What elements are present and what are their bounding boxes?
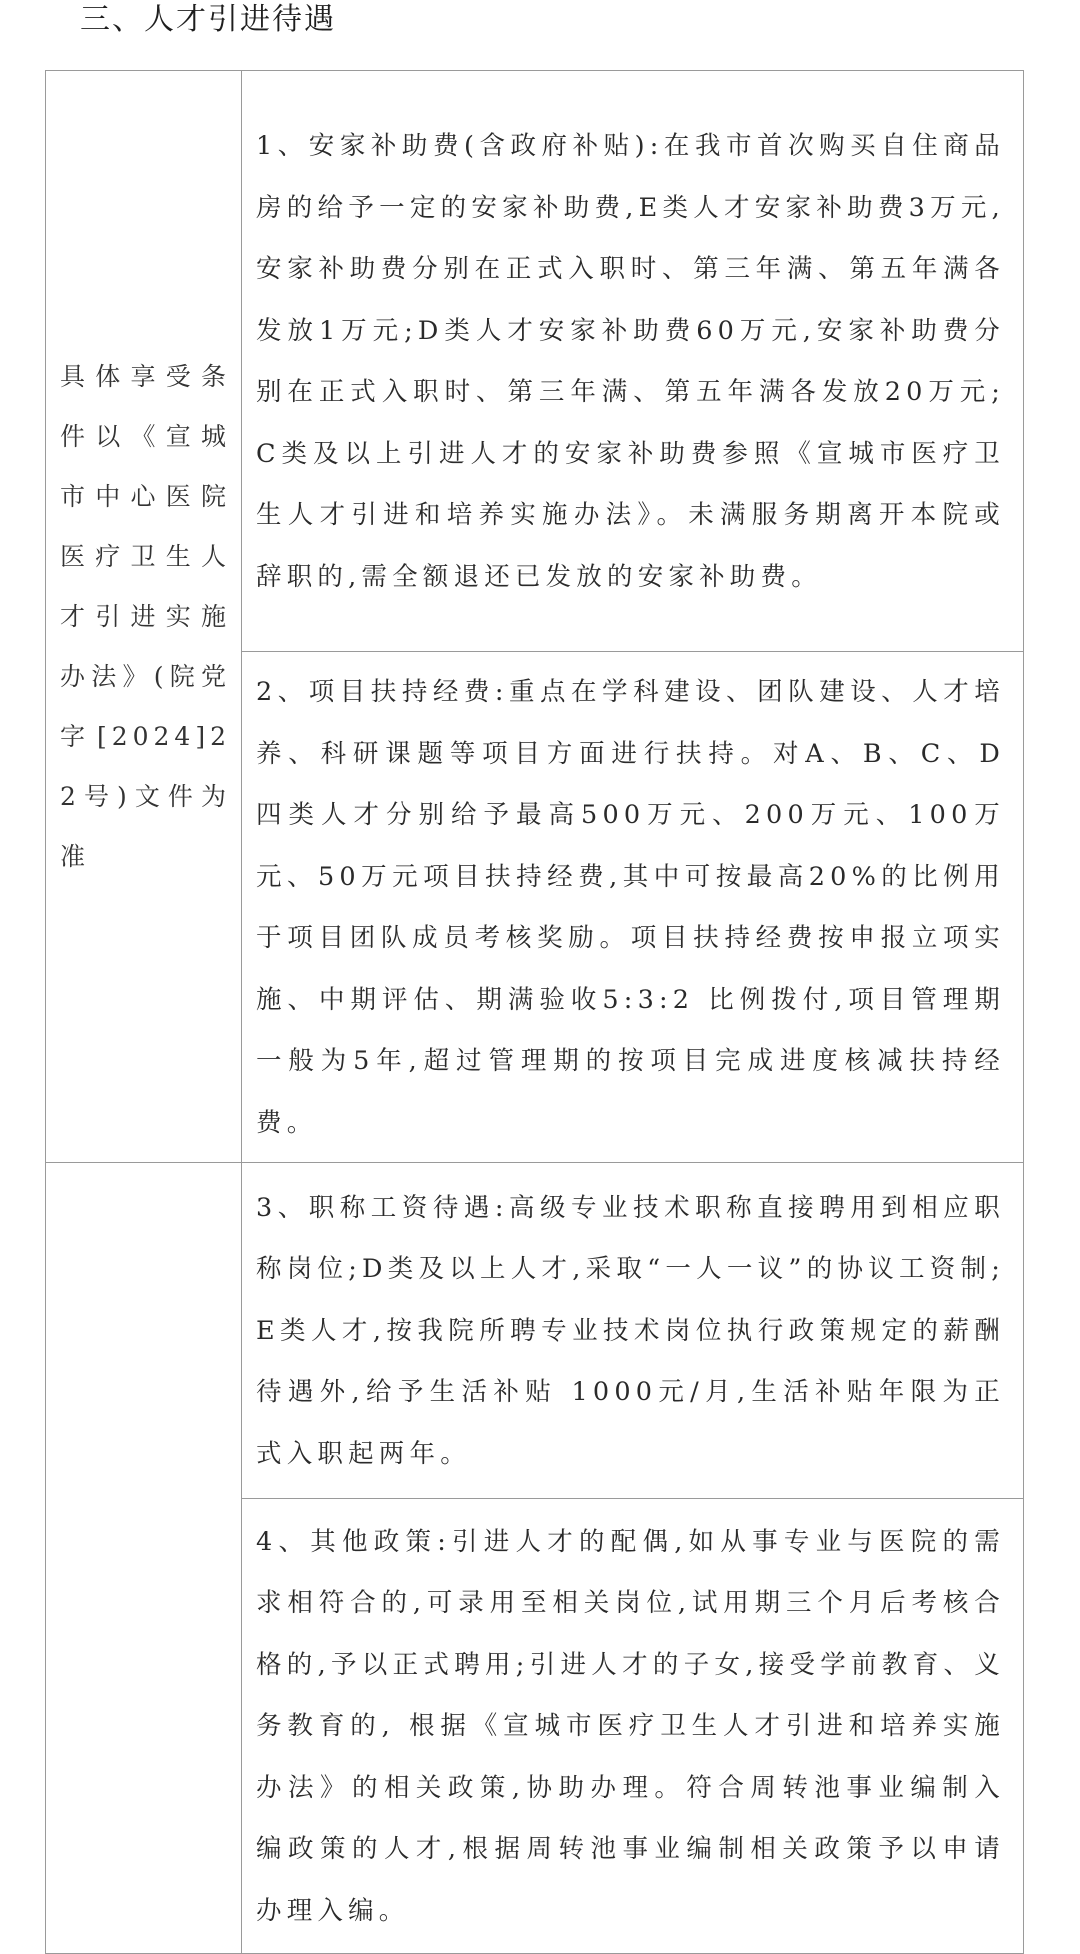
conditions-note-cell <box>46 71 242 1163</box>
table-row <box>46 71 1024 652</box>
empty-left-cell <box>46 1163 242 1954</box>
benefit-item-cell <box>242 1163 1024 1499</box>
table-row <box>46 1163 1024 1499</box>
benefit-item-cell <box>242 652 1024 1163</box>
benefit-item-title-salary: 3、职称工资待遇:高级专业技术职称直接聘用到相应职称岗位;D类及以上人才,采取“一人一议”的协议工资制;E类人才,按我院所聘专业技术岗位执行政策规定的薪酬待遇外,给予生活补贴 1000元/月,生活补贴年限为正式入职起两年。 <box>256 1192 1005 1469</box>
benefit-item-settlement-allowance: 1、安家补助费(含政府补贴):在我市首次购买自住商品房的给予一定的安家补助费,E类人才安家补助费3万元,安家补助费分别在正式入职时、第三年满、第五年满各发放1万元;D类人才安家补助费60万元,安家补助费分别在正式入职时、第三年满、第五年满各发放20万元;C类及以上引进人才的安家补助费参照《宣城市医疗卫生人才引进和培养实施办法》。未满服务期离开本院或辞职的,需全额退还已发放的安家补助费。 <box>256 131 1005 592</box>
benefit-item-cell <box>242 71 1024 652</box>
benefit-item-cell <box>242 1499 1024 1954</box>
talent-benefits-table <box>45 70 1024 1954</box>
benefit-item-other-policies: 4、其他政策:引进人才的配偶,如从事专业与医院的需求相符合的,可录用至相关岗位,试用期三个月后考核合格的,予以正式聘用;引进人才的子女,接受学前教育、义务教育的, 根据《宣城市医疗卫生人才引进和培养实施办法》的相关政策,协助办理。符合周转池事业编制入编政策的人才,根据周转池事业编制相关政策予以申请办理入编。 <box>256 1526 1005 1926</box>
conditions-note-text: 具体享受条件以《宣城市中心医院医疗卫生人才引进实施办法》(院党字[2024]22号)文件为准 <box>60 361 231 871</box>
benefit-item-project-funding: 2、项目扶持经费:重点在学科建设、团队建设、人才培养、科研课题等项目方面进行扶持。对A、B、C、D 四类人才分别给予最高500万元、200万元、100万元、50万元项目扶持经费,其中可按最高20%的比例用于项目团队成员考核奖励。项目扶持经费按申报立项实施、中期评估、期满验收5:3:2 比例拨付,项目管理期一般为5年,超过管理期的按项目完成进度核减扶持经费。 <box>256 677 1005 1138</box>
section-heading: 三、人才引进待遇 <box>80 2 336 37</box>
